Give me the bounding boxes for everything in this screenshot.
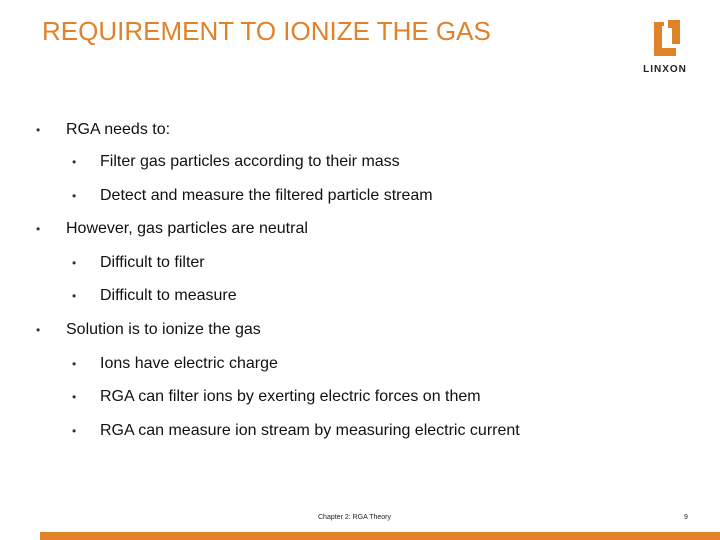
bullet-dot: • (72, 390, 77, 404)
footer-accent-bar (40, 532, 720, 540)
sub-bullet-text: Ions have electric charge (100, 355, 278, 372)
sub-bullet-text: RGA can measure ion stream by measuring electric current (100, 422, 520, 439)
sub-bullet-text: Detect and measure the filtered particle stream (100, 187, 433, 204)
bullet-dot: • (72, 256, 77, 270)
footer-chapter-label: Chapter 2: RGA Theory (318, 514, 392, 521)
page-number: 9 (684, 514, 688, 521)
bullet-dot: • (36, 323, 41, 337)
sub-bullet-text: Difficult to measure (100, 287, 237, 304)
bullet-text: Solution is to ionize the gas (66, 321, 261, 338)
bullet-dot: • (72, 155, 77, 169)
bullet-dot: • (72, 189, 77, 203)
bullet-dot: • (36, 222, 41, 236)
linxon-logo (636, 18, 694, 78)
bullet-dot: • (36, 123, 41, 137)
sub-bullet-text: RGA can filter ions by exerting electric forces on them (100, 388, 481, 405)
slide-title: REQUIREMENT TO IONIZE THE GAS (42, 16, 491, 46)
bullet-text: However, gas particles are neutral (66, 220, 308, 237)
bullet-dot: • (72, 357, 77, 371)
bullet-dot: • (72, 289, 77, 303)
bullet-dot: • (72, 424, 77, 438)
sub-bullet-text: Difficult to filter (100, 254, 205, 271)
logo-wordmark: LINXON (643, 64, 687, 75)
bullet-text: RGA needs to: (66, 121, 171, 138)
linxon-logo-mark-icon (652, 18, 682, 58)
sub-bullet-text: Filter gas particles according to their mass (100, 153, 400, 170)
